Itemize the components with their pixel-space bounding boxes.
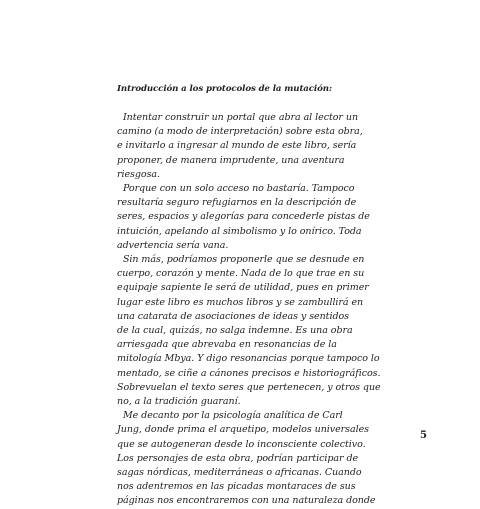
text-line: que se autogeneran desde lo inconsciente colectivo. bbox=[117, 438, 366, 450]
text-line: Sin más, podríamos proponerle que se desnude en bbox=[117, 254, 365, 266]
text-line: e invitarlo a ingresar al mundo de este libro, sería bbox=[117, 140, 357, 152]
text-line: resultaría seguro refugiarnos en la descripción de bbox=[117, 197, 357, 209]
body-text bbox=[117, 111, 417, 509]
text-line: riesgosa. bbox=[117, 168, 160, 180]
text-line: Jung, donde prima el arquetipo, modelos universales bbox=[117, 424, 369, 436]
text-line: camino (a modo de interpretación) sobre esta obra, bbox=[117, 126, 363, 138]
text-line: arriesgada que abrevaba en resonancias de la bbox=[117, 339, 337, 351]
text-line: páginas nos encontraremos con una naturaleza donde bbox=[117, 495, 376, 507]
text-line: sagas nórdicas, mediterráneas o africanas. Cuando bbox=[117, 467, 362, 479]
text-line: equipaje sapiente le será de utilidad, pues en primer bbox=[117, 282, 369, 294]
text-line: Porque con un solo acceso no bastaría. Tampoco bbox=[117, 183, 355, 195]
text-line: una catarata de asociaciones de ideas y sentidos bbox=[117, 310, 349, 322]
text-line: de la cual, quizás, no salga indemne. Es una obra bbox=[117, 325, 353, 337]
text-line: nos adentremos en las picadas montaraces de sus bbox=[117, 481, 356, 493]
section-heading: Introducción a los protocolos de la mutación: bbox=[117, 84, 332, 94]
page-number: 5 bbox=[420, 430, 427, 441]
text-line: Los personajes de esta obra, podrían participar de bbox=[117, 452, 359, 464]
text-line: intuición, apelando al simbolismo y lo onírico. Toda bbox=[117, 225, 362, 237]
text-line: Sobrevuelan el texto seres que pertenecen, y otros que bbox=[117, 381, 381, 393]
text-line: mentado, se ciñe a cánones precisos e historiográficos. bbox=[117, 367, 381, 379]
text-line: advertencia sería vana. bbox=[117, 239, 229, 251]
text-line: no, a la tradición guaraní. bbox=[117, 396, 241, 408]
text-line: mitología Mbya. Y digo resonancias porque tampoco lo bbox=[117, 353, 380, 365]
text-line: lugar este libro es muchos libros y se zambullirá en bbox=[117, 296, 364, 308]
text-line: cuerpo, corazón y mente. Nada de lo que trae en su bbox=[117, 268, 365, 280]
text-line: seres, espacios y alegorías para concederle pistas de bbox=[117, 211, 370, 223]
text-line: Intentar construir un portal que abra al lector un bbox=[117, 112, 359, 123]
text-line: proponer, de manera imprudente, una aventura bbox=[117, 154, 345, 166]
text-line: Me decanto por la psicología analítica de Carl bbox=[117, 410, 343, 422]
